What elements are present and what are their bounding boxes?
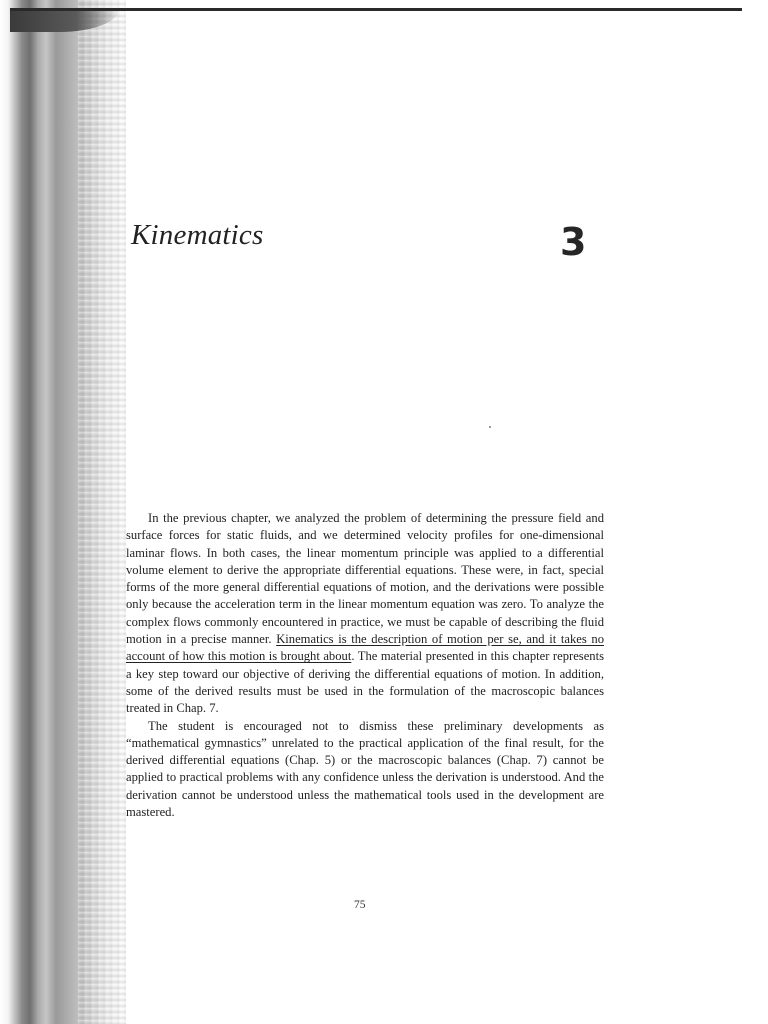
paragraph-2: The student is encouraged not to dismiss these preliminary developments as “mathematical gymnastics” unrelated to the practical application of the final result, for the derived differential equations (Chap. 5) or the macroscopic balances (Chap. 7) cannot be applied to practical problems with any confidence unless the derivation is understood. And the derivation cannot be understood unless the mathematical tools used in the development are mastered. bbox=[126, 718, 604, 820]
paragraph-1-rest: . The material presented in this chapter represents a key step toward our objective of deriving the differential equations of motion. In addition, some of the derived results must be used in the formulation of the macroscopic balances treated in Chap. 7. bbox=[126, 649, 604, 716]
paragraph-1 bbox=[126, 510, 604, 718]
binding-texture bbox=[78, 0, 126, 1024]
underlined-definition: Kinematics is the description of motion per se, and it takes no account of how this motion is brought about bbox=[126, 632, 604, 664]
body-text bbox=[126, 510, 604, 821]
scan-speck bbox=[489, 426, 491, 428]
chapter-number: 3 bbox=[560, 220, 587, 264]
chapter-title: Kinematics bbox=[131, 219, 264, 251]
page-number: 75 bbox=[354, 899, 366, 911]
paragraph-1-intro: In the previous chapter, we analyzed the problem of determining the pressure field and surface forces for static fluids, and we determined velocity profiles for one-dimensional laminar flows. In both cases, the linear momentum principle was applied to a differential volume element to derive the appropriate differential equations. These were, in fact, special forms of the more general differential equations of motion, and the derivations were possible only because the acceleration term in the linear momentum equation was zero. To analyze the complex flows commonly encountered in practice, we must be capable of describing the fluid motion in a precise manner. bbox=[126, 511, 604, 647]
page-top-edge bbox=[10, 8, 742, 11]
